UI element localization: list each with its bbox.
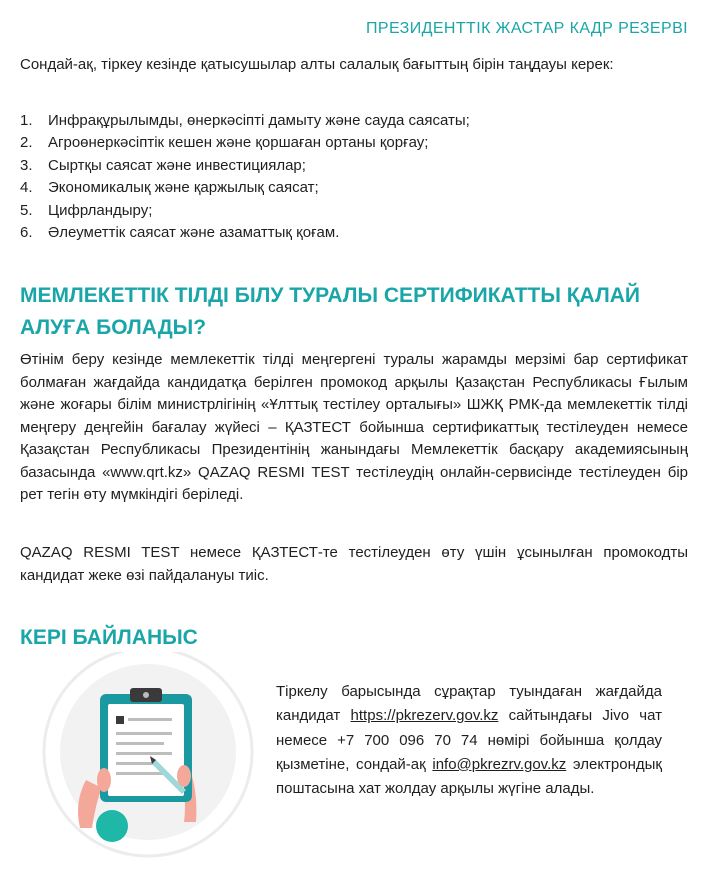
email-link[interactable]: info@pkrezrv.gov.kz [432, 755, 567, 773]
certificate-heading: МЕМЛЕКЕТТІК ТІЛДІ БІЛУ ТУРАЛЫ СЕРТИФИКАТТЫ ҚАЛАЙ АЛУҒА БОЛАДЫ? [20, 284, 640, 339]
list-item: 1. Инфрақұрылымды, өнеркәсіпті дамыту және сауда саясаты; [20, 112, 470, 129]
list-item: 6. Әлеуметтік саясат және азаматтық қоғам. [20, 224, 340, 242]
site-link[interactable]: https://pkrezerv.gov.kz [350, 707, 499, 725]
clipboard-illustration [28, 652, 254, 870]
list-item: 3. Сыртқы саясат және инвестициялар; [20, 156, 306, 174]
sector-list [20, 110, 688, 244]
feedback-heading: КЕРІ БАЙЛАНЫС [20, 626, 198, 649]
page-header-title: ПРЕЗИДЕНТТІК ЖАСТАР КАДР РЕЗЕРВІ [365, 20, 688, 37]
list-item: 5. Цифрландыру; [20, 201, 153, 219]
certificate-paragraph-1: Өтінім беру кезінде мемлекеттік тілді меңгергені туралы жарамды мерзімі бар сертификат болмаған жағдайда кандидатқа берілген промокод арқылы Қазақстан Республикасы Ғылым және жоғары білім министрлігінің «Ұлттық тестілеу орталығы» ШЖҚ РМК-да мемлекеттік тілді меңгеру деңгейін бағалау жүйесі – ҚАЗТЕСТ бойынша сертификаттық тестілеуден немесе Қазақстан Республикасы Президентінің жанындағы Мемлекеттік басқару академиясының базасында «www.qrt.kz» QAZAQ RESMI TEST тестілеудің онлайн-сервисінде тестілеуден бір рет тегін өту мүмкіндігі беріледі. [20, 351, 688, 503]
feedback-text: Тіркелу барысында сұрақтар туындаған жағдайда кандидат https://pkrezerv.gov.kz сайтындағы Jivo чат немесе +7 700 096 70 74 нөмірі бойынша қолдау қызметіне, сондай-ақ info@pkrezrv.gov.kz электрондық поштасына хат жолдау арқылы жүгіне алады. [276, 683, 662, 798]
certificate-paragraph-2: QAZAQ RESMI TEST немесе ҚАЗТЕСТ-те тестілеуден өту үшін ұсынылған промокодты кандидат жеке өзі пайдалануы тиіс. [20, 544, 688, 584]
intro-text: Сондай-ақ, тіркеу кезінде қатысушылар алты салалық бағыттың бірін таңдауы керек: [20, 56, 614, 73]
list-item: 2. Агроөнеркәсіптік кешен және қоршаған ортаны қорғау; [20, 134, 429, 152]
list-item: 4. Экономикалық және қаржылық саясат; [20, 179, 319, 197]
